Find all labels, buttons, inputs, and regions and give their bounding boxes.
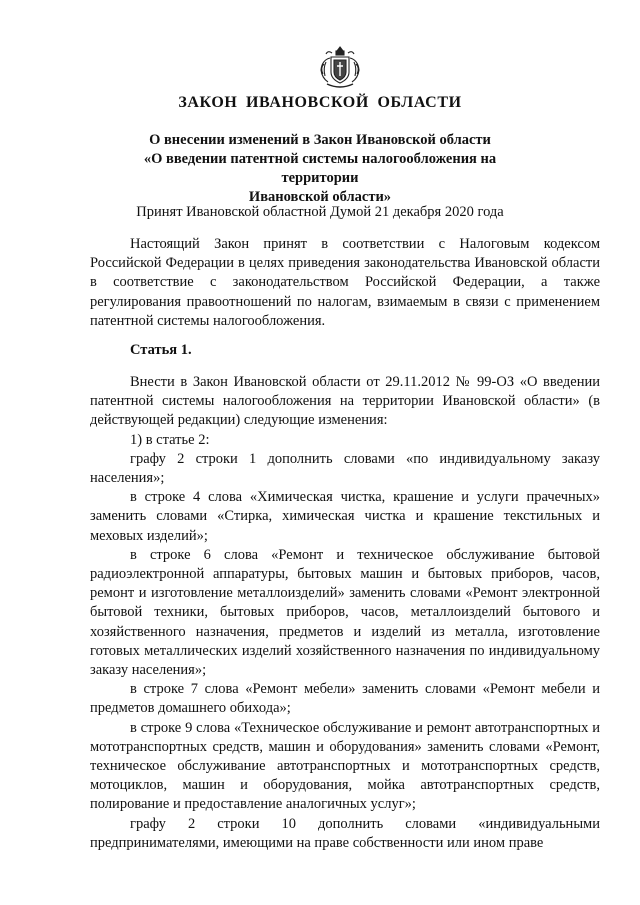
- subtitle-line: «О введении патентной системы налогообложения на территории: [143, 151, 497, 186]
- preamble: [90, 235, 600, 331]
- article-paragraph: в строке 7 слова «Ремонт мебели» заменить словами «Ремонт мебели и предметов домашнего обихода»;: [90, 681, 600, 717]
- article-heading: Статья 1.: [130, 342, 192, 358]
- law-subtitle: [110, 131, 530, 207]
- article-paragraph: Внести в Закон Ивановской области от 29.11.2012 № 99-ОЗ «О введении патентной системы налогообложения на территории Ивановской области» (в действующей редакции) следующие изменения:: [90, 374, 600, 429]
- article-paragraph: в строке 6 слова «Ремонт и техническое обслуживание бытовой радиоэлектронной аппаратуры, бытовых машин и бытовых приборов, часов, ремонт и изготовление металлоизделий» заменить словами «Ремонт электронной бытовой техники, бытовых приборов, часов, металлоизделий бытового и хозяйственного назначения, предметов и изделий из металла, изготовление готовых металлических изделий хозяйственного назначения по индивидуальному заказу населения»;: [90, 546, 600, 679]
- article-paragraph: графу 2 строки 10 дополнить словами «индивидуальными предпринимателями, имеющими на праве собственности или ином праве: [90, 815, 600, 851]
- article-paragraph: графу 2 строки 1 дополнить словами «по индивидуальному заказу населения»;: [90, 450, 600, 487]
- article-body: [90, 373, 600, 853]
- law-title: ЗАКОН ИВАНОВСКОЙ ОБЛАСТИ: [178, 94, 462, 111]
- subtitle-line: Ивановской области»: [248, 189, 392, 205]
- adoption-date-line: Принят Ивановской областной Думой 21 декабря 2020 года: [136, 204, 504, 220]
- coat-of-arms-emblem: [318, 44, 362, 90]
- article-paragraph: 1) в статье 2:: [130, 431, 210, 448]
- preamble-paragraph: Настоящий Закон принят в соответствии с Налоговым кодексом Российской Федерации в целях приведения законодательства Ивановской области в соответствие с законодательством Российской Федерации, а также регулирования правоотношений по налогам, взимаемым в связи с применением патентной системы налогообложения.: [90, 236, 600, 329]
- subtitle-line: О внесении изменений в Закон Ивановской области: [149, 132, 491, 148]
- article-paragraph: в строке 4 слова «Химическая чистка, крашение и услуги прачечных» заменить словами «Стирка, химическая чистка и крашение текстильных и меховых изделий»;: [90, 489, 600, 544]
- article-paragraph: в строке 9 слова «Техническое обслуживание и ремонт автотранспортных и мототранспортных средств, машин и оборудования» заменить словами «Ремонт, техническое обслуживание автотранспортных и мототранспортных средств, мотоциклов, машин и оборудования, мойка автотранспортных средств, полирование и предоставление аналогичных услуг»;: [90, 719, 600, 813]
